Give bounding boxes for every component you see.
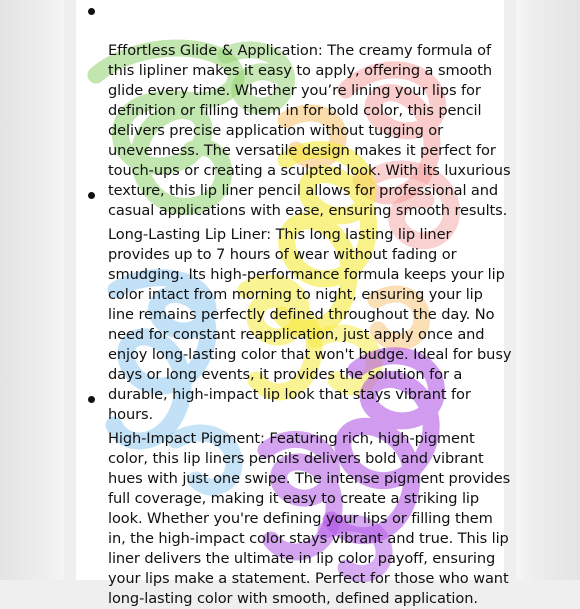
bullet-dot-icon: [88, 396, 95, 403]
feature-bullet-text: Long-Lasting Lip Liner: This long lasting lip liner provides up to 7 hours of wear without fading or smudging. Its high-performance formula keeps your lip color intact from morning to night, ensuring your lip line remains perfectly defined throughout the day. No need for constant reapplication, just apply once and enjoy long-lasting color that won't budge. Ideal for busy days or long events, it provides the solution for a durable, high-impact lip look that stays vibrant for hours.: [108, 226, 512, 423]
document-page: [76, 0, 512, 607]
feature-bullet-high-impact-pigment: [76, 389, 518, 609]
bullet-dot-icon: [88, 8, 95, 15]
feature-bullet-text: Effortless Glide & Application: The creamy formula of this lipliner makes it easy to apply, offering a smooth glide every time. Whether you’re lining your lips for definition or filling them in for bold color, this pencil delivers precise application without tugging or unevenness. The versatile design makes it perfect for touch-ups or creating a sculpted look. With its luxurious texture, this lip liner pencil allows for professional and casual applications with ease, ensuring smooth results.: [108, 42, 511, 219]
left-background-edge: [0, 0, 64, 580]
feature-bullet-text: High-Impact Pigment: Featuring rich, high-pigment color, this lip liners pencils delivers bold and vibrant hues with just one swipe. The intense pigment provides full coverage, making it easy to create a striking lip look. Whether you're defining your lips or filling them in, the high-impact color stays vibrant and true. This lip liner delivers the ultimate in lip color payoff, ensuring your lips make a statement. Perfect for those who want long-lasting color with smooth, defined application.: [108, 430, 511, 607]
product-description: [76, 0, 512, 607]
bullet-dot-icon: [88, 192, 95, 199]
right-background-edge: [516, 0, 580, 580]
